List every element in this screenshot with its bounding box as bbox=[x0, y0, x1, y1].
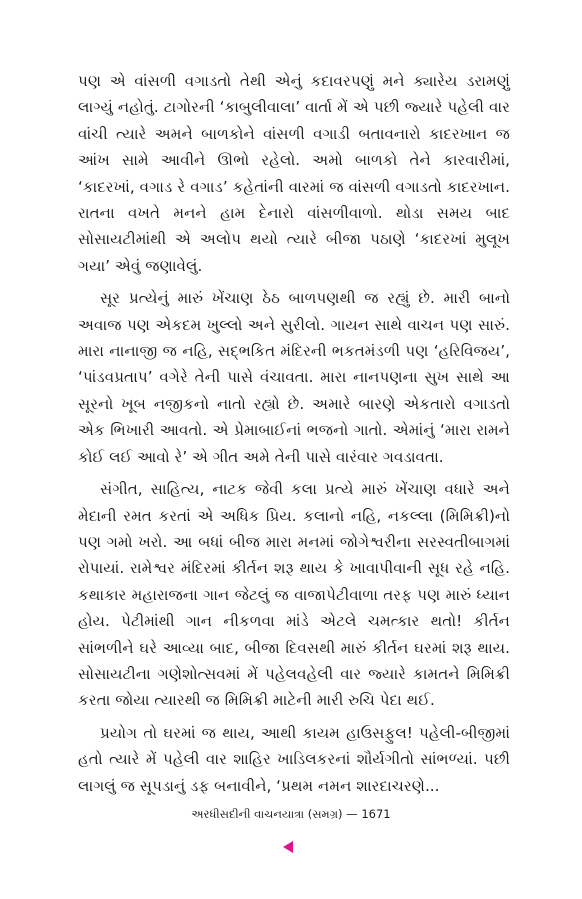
page-body bbox=[78, 68, 510, 805]
paragraph-1: પણ એ વાંસળી વગાડતો તેથી એનું કદાવરપણું મને ક્યારેય ડરામણું લાગ્યું નહોતું. ટાગોરની ‘કાબુલીવાલા’ વાર્તા મેં એ પછી જ્યારે પહેલી વાર વાંચી ત્યારે અમને બાળકોને વાંસળી વગાડી બતાવનારો કાદરખાન જ આંખ સામે આવીને ઊભો રહેલો. અમો બાળકો તેને કારવારીમાં, ‘કાદરખાં, વગાડ રે વગાડ’ કહેતાંની વારમાં જ વાંસળી વગાડતો કાદરખાન. રાતના વખતે મનને હામ દેનારો વાંસળીવાળો. થોડા સમય બાદ સોસાયટીમાંથી એ અલોપ થયો ત્યારે બીજા પઠાણે ‘કાદરખાં મુલૂખ ગયા’ એવું જણાવેલું. bbox=[78, 72, 510, 275]
paragraph-4: પ્રયોગ તો ઘરમાં જ થાય, આથી કાયમ હાઉસફુલ! પહેલી-બીજીમાં હતો ત્યારે મેં પહેલી વાર શાહિર ખાડિલકરનાં શૌર્યગીતો સાંભળ્યાં. પછી લાગલું જ સૂપડાનું ડફ બનાવીને, ‘પ્રથમ નમન શારદાચરણે... bbox=[78, 723, 510, 795]
paragraph-3: સંગીત, સાહિત્ય, નાટક જેવી કલા પ્રત્યે મારું ખેંચાણ વધારે અને મેદાની રમત કરતાં એ અધિક પ્રિય. કલાનો નહિ, નકલ્લા (મિમિક્રી)નો પણ ગમો ખરો. આ બધાં બીજ મારા મનમાં જોગેશ્વરીના સરસ્વતીબાગમાં રોપાયાં. રામેશ્વર મંદિરમાં કીર્તન શરૂ થાય કે ખાવાપીવાની સૂધ રહે નહિ. કથાકાર મહારાજના ગાન જેટલું જ વાજાપેટીવાળા તરફ પણ મારું ધ્યાન હોય. પેટીમાંથી ગાન નીકળવા માંડે એટલે ચમત્કાર થતો! કીર્તન સાંભળીને ઘરે આવ્યા બાદ, બીજા દિવસથી મારું કીર્તન ઘરમાં શરૂ થાય. સોસાયટીના ગણેશોત્સવમાં મેં પહેલવહેલી વાર જ્યારે કામતને મિમિક્રી કરતા જોયા ત્યારથી જ મિમિક્રી માટેની મારી રુચિ પેદા થઈ. bbox=[78, 480, 510, 710]
paragraph-2: સૂર પ્રત્યેનું મારું ખેંચાણ ઠેઠ બાળપણથી જ રહ્યું છે. મારી બાનો અવાજ પણ એકદમ ખુલ્લો અને સુરીલો. ગાયન સાથે વાચન પણ સારું. મારા નાનાજી જ નહિ, સદ્ભકિત મંદિરની ભકતમંડળી પણ ‘હરિવિજય’, ‘પાંડવપ્રતાપ’ વગેરે તેની પાસે વંચાવતા. મારા નાનપણના સુખ સાથે આ સૂરનો ખૂબ નજીકનો નાતો રહ્યો છે. અમારે બારણે એકતારો વગાડતો એક ભિખારી આવતો. એ પ્રેમાબાઈનાં ભજનો ગાતો. એમાંનું ‘મારા રામને કોઈ લઈ આવો રે’ એ ગીત અમે તેની પાસે વારંવાર ગવડાવતા. bbox=[78, 289, 510, 466]
previous-page-triangle-left-icon[interactable] bbox=[283, 841, 293, 853]
page-footer: અરધીસદીની વાચનયાત્રા (સમગ્ર) — 1671 bbox=[191, 807, 391, 821]
